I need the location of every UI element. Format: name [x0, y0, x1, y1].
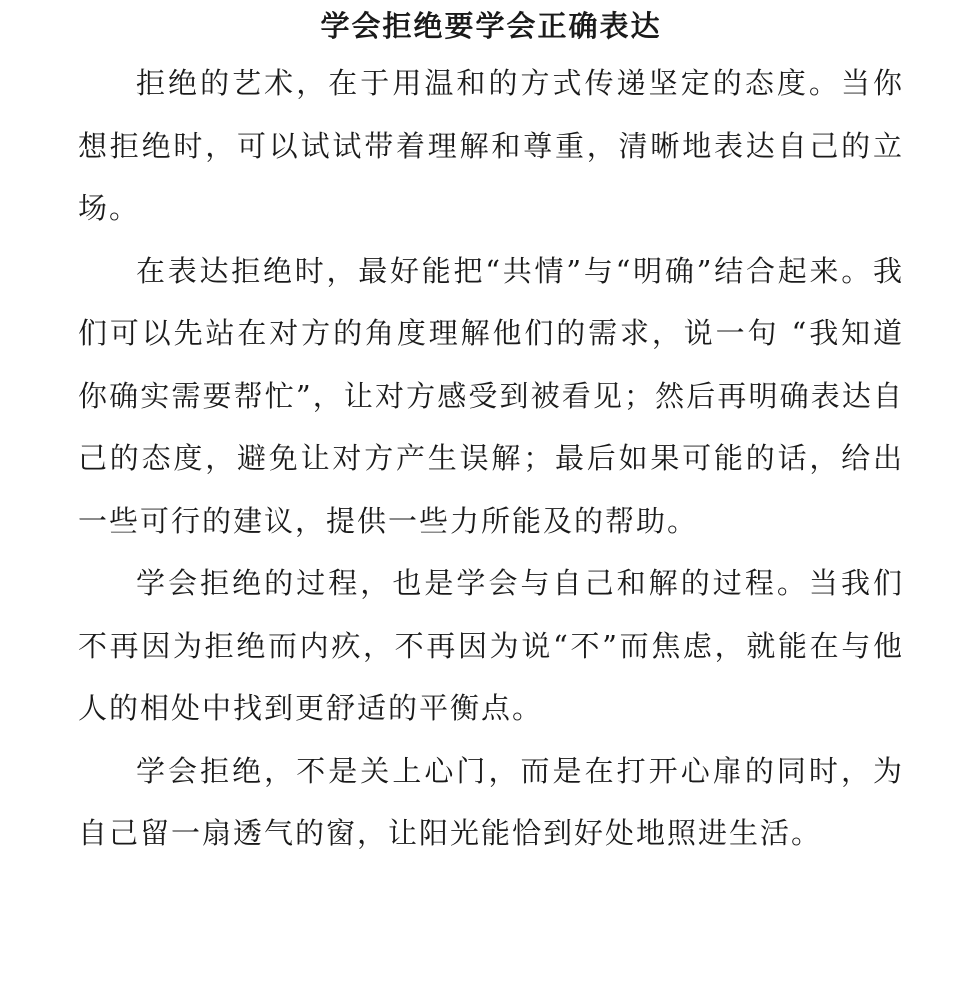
paragraph-4: 学会拒绝，不是关上心门，而是在打开心扉的同时，为自己留一扇透气的窗，让阳光能恰到好处地照进生活。 — [78, 753, 904, 850]
paragraph-3: 学会拒绝的过程，也是学会与自己和解的过程。当我们不再因为拒绝而内疚，不再因为说“不”而焦虑，就能在与他人的相处中找到更舒适的平衡点。 — [78, 566, 904, 725]
paragraph-1: 拒绝的艺术，在于用温和的方式传递坚定的态度。当你想拒绝时，可以试试带着理解和尊重，清晰地表达自己的立场。 — [78, 66, 904, 225]
document-page — [78, 0, 904, 865]
document-title: 学会拒绝要学会正确表达 — [320, 9, 662, 43]
paragraph-2: 在表达拒绝时，最好能把“共情”与“明确”结合起来。我们可以先站在对方的角度理解他们的需求，说一句 “我知道你确实需要帮忙”，让对方感受到被看见；然后再明确表达自己的态度，避免让对方产生误解；最后如果可能的话，给出一些可行的建议，提供一些力所能及的帮助。 — [78, 253, 904, 538]
